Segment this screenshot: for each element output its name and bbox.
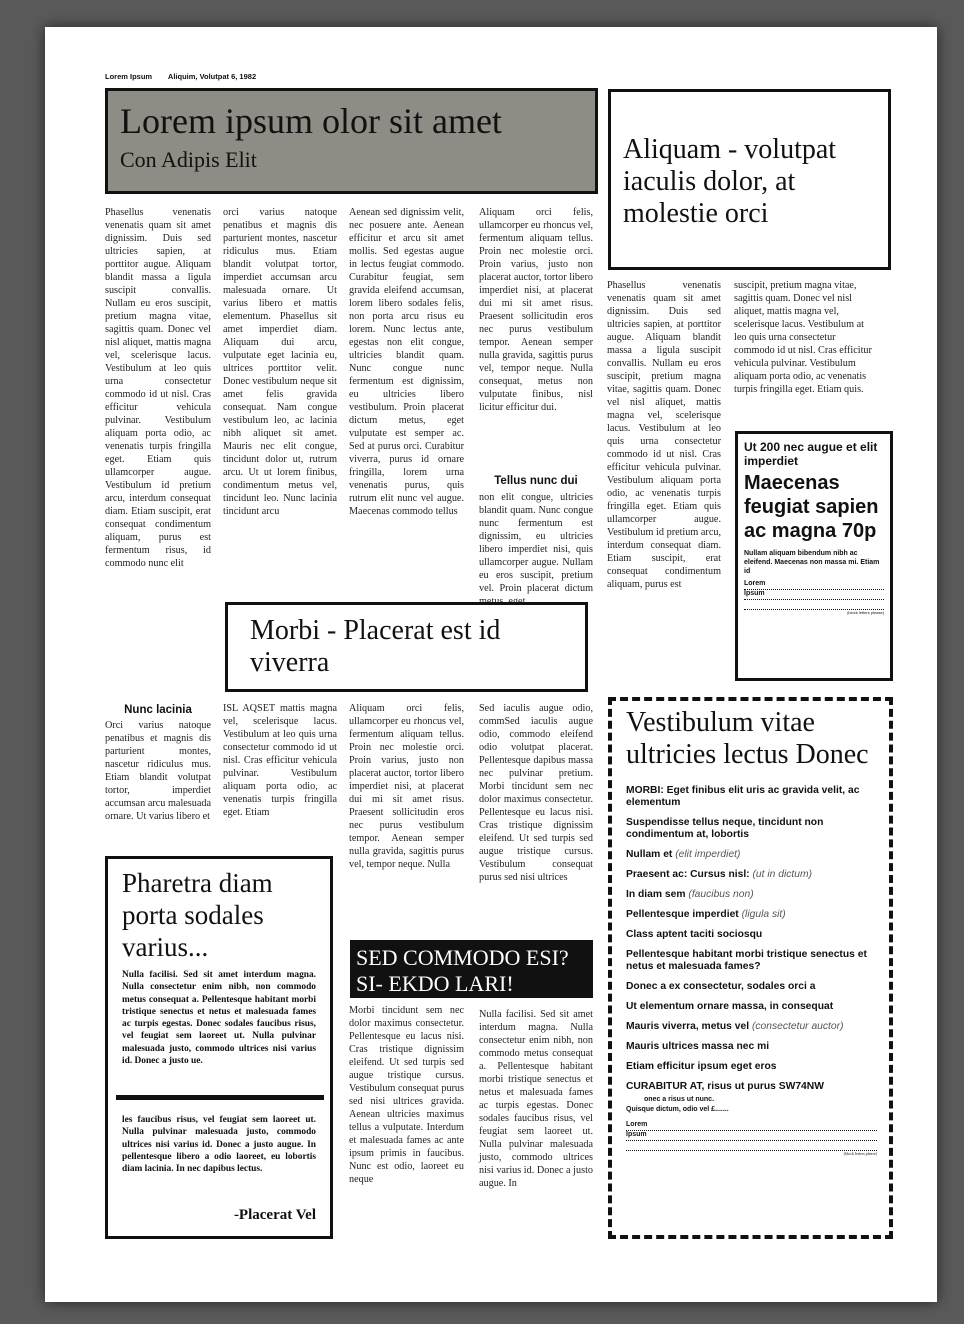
vestibulum-coupon-box: [608, 697, 893, 1239]
vestibulum-list-item: [626, 949, 877, 973]
vestibulum-item-bold: Pellentesque imperdiet: [626, 909, 739, 920]
vestibulum-list: [612, 771, 889, 1073]
aliquam-title: Aliquam - volutpat iaculis dolor, at molestie orci: [623, 134, 837, 229]
lead-column-4: Aliquam orci felis, ullamcorper eu rhoncus vel, fermentum aliquam tellus. Proin nec molestie orci. Proin varius, justo non placerat auctor, tortor libero imperdiet nisi, at placerat dui mi sit amet risus. Praesent sollicitudin eros nec purus vestibulum tempor. Aenean semper nulla gravida, sagittis purus vel, tempor neque. Nulla consequat, metus non vulputate finibus, nisl licitur efficitur dui.: [479, 207, 593, 413]
nunc-heading: Nunc lacinia: [124, 704, 192, 716]
bottom-column-1: Morbi tincidunt sem nec dolor maximus consectetur. Pellentesque eu lacus nisi. Cras tristique dignissim eleifend. Ut sed turpis sed augue tristique cursus. Vestibulum consequat purus sed nisi ultrices gravida. Aenean ultricies maximus tellus a vulputate. Interdum et malesuada fames ac ante ipsum primis in faucibus. Nunc est odio, laoreet eu neque: [349, 1005, 464, 1185]
vestibulum-cta-area: [612, 1081, 889, 1156]
vestibulum-item-bold: Nullam et: [626, 849, 673, 860]
paper-name: Lorem Ipsum: [105, 72, 153, 81]
vestibulum-list-item: [626, 1041, 877, 1053]
vestibulum-item-bold: Class aptent taciti sociosqu: [626, 929, 763, 940]
vestibulum-list-item: [626, 981, 877, 993]
lead-column-2: orci varius natoque penatibus et magnis dis parturient montes, nascetur ridiculus mus. Etiam blandit volutpat tortor, imperdiet accumsan arcu malesuada ornare. Ut varius libero et mattis elementum. Phasellus sit amet imperdiet diam. Aliquam dui arcu, vulputate eget lacinia eu, ultrices porttitor velit. Donec vestibulum neque sit amet felis gravida consequat. Nam congue vestibulum leo, ac lacinia nibh aliquet sit amet. Mauris nec elit congue, tincidunt dolor ut, rutrum arcu. Ut ut lorem finibus, condimentum metus vel, tincidunt leo. Nunc lacinia tincidunt arcu: [223, 207, 337, 517]
vestibulum-list-item: [626, 889, 877, 901]
vestibulum-item-bold: Pellentesque habitant morbi tristique senectus et netus et malesuada fames?: [626, 949, 867, 972]
sed-title: SED COMMODO ESI? SI- EKDO LARI!: [356, 945, 569, 996]
lead-title: Lorem ipsum olor sit amet: [120, 101, 502, 141]
vestibulum-cta-sub-1: onec a risus ut nunc.: [644, 1096, 715, 1103]
vestibulum-title: Vestibulum vitae ultricies lectus Donec: [626, 707, 869, 770]
vestibulum-item-bold: Mauris ultrices massa nec mi: [626, 1041, 770, 1052]
vestibulum-list-item: [626, 869, 877, 881]
vestibulum-item-bold: MORBI: Eget finibus elit uris ac gravida velit, ac elementum: [626, 785, 860, 808]
ad-field-lorem: Lorem: [744, 580, 884, 590]
vestibulum-field-blank: [626, 1141, 877, 1151]
nunc-text: Orci varius natoque penatibus et magnis dis parturient montes, nascetur ridiculus mus. Etiam blandit volutpat tortor, imperdiet accumsan arcu malesuada ornare. Ut varius libero et: [105, 720, 211, 822]
pharetra-title: Pharetra diam porta sodales varius...: [122, 868, 273, 962]
ad-field-ipsum: Ipsum: [744, 590, 884, 600]
price-ad-box: [735, 431, 893, 681]
vestibulum-note: (block letters please): [843, 1151, 877, 1156]
lead-headline-box: [105, 88, 598, 194]
mid-column-1: ISL AQSET mattis magna vel, scelerisque lacus. Vestibulum at leo quis urna consectetur commodo id ut nisl. Cras efficitur vehicula pulvinar. Vestibulum aliquam porta odio, ac venenatis turpis fringilla eget. Etiam: [223, 703, 337, 818]
vestibulum-item-italic: (ligula sit): [741, 909, 786, 920]
pharetra-box: [105, 856, 333, 1239]
aliquam-headline-box: [608, 89, 891, 270]
morbi-title: Morbi - Placerat est id viverra: [250, 615, 501, 678]
vestibulum-item-bold: Ut elementum ornare massa, in consequat: [626, 1001, 834, 1012]
vestibulum-list-item: [626, 1021, 877, 1033]
tellus-heading: Tellus nunc dui: [494, 475, 578, 487]
lead-column-1: Phasellus venenatis venenatis quam sit amet dignissim. Duis sed ultricies sapien, at porttitor augue. Aliquam blandit massa a ligula suscipit convallis. Nullam eu eros suscipit, pretium magna vitae, sagittis quam. Donec vel nisl aliquet, mattis magna vel, scelerisque lacus. Vestibulum at leo quis urna consectetur commodo id ut nisl. Cras efficitur vehicula pulvinar. Vestibulum aliquam porta odio, ac venenatis turpis fringilla eget. Etiam quis ullamcorper augue. Vestibulum id pretium arcu, interdum consequat diam. Etiam suscipit, erat consequat condimentum aliquam, purus est fermentum risus, id commodo nunc elit: [105, 207, 211, 569]
vestibulum-item-bold: Suspendisse tellus neque, tincidunt non condimentum at, lobortis: [626, 817, 824, 840]
ad-note: (block letters please): [847, 610, 884, 615]
masthead: [105, 72, 256, 81]
vestibulum-item-bold: Donec a ex consectetur, sodales orci a: [626, 981, 816, 992]
mid-column-3: Sed iaculis augue odio, commSed iaculis augue odio, commodo eleifend odio volutpat placerat. Pellentesque dapibus massa nec pulvinar pretium. Morbi tincidunt sem nec dolor maximus consectetur. Pellentesque eu lacus nisi. Cras tristique dignissim eleifend. Ut sed turpis sed augue tristique cursus. Vestibulum consequat purus sed nisi ultrices: [479, 703, 593, 883]
mid-column-2: Aliquam orci felis, ullamcorper eu rhoncus vel, fermentum aliquam tellus. Proin nec molestie orci. Proin varius, justo non placerat auctor, tortor libero imperdiet nisi, at placerat dui mi sit amet risus. Praesent sollicitudin eros nec purus vestibulum tempor. Aenean semper nulla gravida, sagittis purus vel, tempor neque. Nulla: [349, 703, 464, 870]
morbi-headline-box: [225, 602, 588, 692]
vestibulum-list-item: [626, 817, 877, 841]
vestibulum-item-bold: In diam sem: [626, 889, 686, 900]
vestibulum-item-italic: (consectetur auctor): [751, 1021, 844, 1032]
pharetra-signature: -Placerat Vel: [233, 1207, 316, 1223]
pharetra-text-1: Nulla facilisi. Sed sit amet interdum magna. Nulla consectetur enim nibh, non commodo metus consequat a. Pellentesque habitant morbi tristique senectus et netus et malesuada fames ac turpis egestas. Donec sodales faucibus risus, vel feugiat sem laoreet ut. Nulla pulvinar malesuada justo, commodo ultrices nisi varius id. Donec a justo ue.: [122, 970, 316, 1067]
vestibulum-list-item: [626, 909, 877, 921]
issue-date: Aliquim, Volutpat 6, 1982: [167, 72, 257, 81]
sed-headline-box: [350, 940, 593, 998]
vestibulum-item-bold: Praesent ac: Cursus nisl:: [626, 869, 750, 880]
vestibulum-list-item: [626, 929, 877, 941]
vestibulum-list-item: [626, 1061, 877, 1073]
ad-field-blank: [744, 600, 884, 610]
vestibulum-list-item: [626, 785, 877, 809]
vestibulum-cta: CURABITUR AT, risus ut purus SW74NW: [626, 1081, 824, 1092]
vestibulum-cta-sub-2: Quisque dictum, odio vel £.......: [626, 1106, 729, 1113]
ad-line-3: Nullam aliquam bibendum nibh ac eleifend. Maecenas non massa mi. Etiam id: [744, 550, 880, 575]
aliquam-column-2: suscipit, pretium magna vitae, sagittis quam. Donec vel nisl aliquet, mattis magna vel, scelerisque lacus. Vestibulum at leo quis urna consectetur commodo id ut nisl. Cras efficitur vehicula pulvinar. Vestibulum aliquam porta odio, ac venenatis turpis fringilla eget. Etiam quis.: [734, 280, 872, 395]
lead-subtitle: Con Adipis Elit: [120, 147, 257, 172]
lead-column-3: Aenean sed dignissim velit, nec posuere ante. Aenean efficitur et arcu sit amet mollis. Sed egestas augue in lectus feugiat commodo. Curabitur feugiat, sem gravida eleifend accumsan, lorem libero sodales felis, non porta arcu risus eu lorem. Nunc lectus ante, egestas non elit congue, ultricies blandit quam. Nunc congue nunc fermentum est dignissim, eu ultricies libero vestibulum. Proin placerat dictum metus, eget vulputate est semper ac. Sed at purus orci. Curabitur viverra, purus id ornare fringilla, lorem urna venenatis purus, quis rutrum elit nunc vel augue. Maecenas commodo tellus: [349, 207, 464, 517]
ad-line-1: Ut 200 nec augue et elit imperdiet: [744, 440, 878, 468]
tellus-text: non elit congue, ultricies blandit quam. Nunc congue nunc fermentum est dignissim, eu ultricies libero imperdiet nisi, quis ullamcorper augue. Nullam eu eros suscipit, pretium vel. Proin placerat dictum: [479, 492, 593, 594]
pharetra-text-2: les faucibus risus, vel feugiat sem laoreet ut. Nulla pulvinar malesuada justo, commodo ultrices nisi varius id. Donec a justo augue. In pellentesque libero a odio laoreet, eu lobortis diam lacinia. In nec dapibus lectus.: [122, 1115, 316, 1175]
ad-line-2: Maecenas feugiat sapien ac magna 70p: [744, 472, 879, 542]
vestibulum-field-lorem: Lorem: [626, 1121, 877, 1131]
vestibulum-item-bold: Etiam efficitur ipsum eget eros: [626, 1061, 777, 1072]
vestibulum-list-item: [626, 849, 877, 861]
bottom-column-2: Nulla facilisi. Sed sit amet interdum magna. Nulla consectetur enim nibh, non commodo metus consequat a. Pellentesque habitant morbi tristique senectus et netus et malesuada fames ac turpis egestas. Donec sodales faucibus risus, vel feugiat sem laoreet ut. Nulla pulvinar malesuada justo, commodo ultrices nisi varius id. Donec a justo augue. In: [479, 1009, 593, 1189]
newspaper-page: [45, 27, 937, 1302]
vestibulum-item-italic: (ut in dictum): [752, 869, 812, 880]
vestibulum-item-italic: (faucibus non): [688, 889, 754, 900]
vestibulum-list-item: [626, 1001, 877, 1013]
vestibulum-item-italic: (elit imperdiet): [675, 849, 741, 860]
aliquam-column-1: Phasellus venenatis venenatis quam sit amet dignissim. Duis sed ultricies sapien, at porttitor augue. Aliquam blandit massa a ligula suscipit convallis. Nullam eu eros suscipit, pretium magna vitae, sagittis quam. Donec vel nisl aliquet, mattis magna vel, scelerisque lacus. Vestibulum at leo quis urna consectetur commodo id ut nisl. Cras efficitur vehicula pulvinar. Vestibulum aliquam porta odio, ac venenatis turpis fringilla eget. Etiam quis ullamcorper augue. Vestibulum id pretium arcu, interdum consequat diam. Etiam suscipit, erat consequat condimentum aliquam, purus est: [607, 280, 721, 590]
vestibulum-field-ipsum: Ipsum: [626, 1131, 877, 1141]
vestibulum-item-bold: Mauris viverra, metus vel: [626, 1021, 750, 1032]
